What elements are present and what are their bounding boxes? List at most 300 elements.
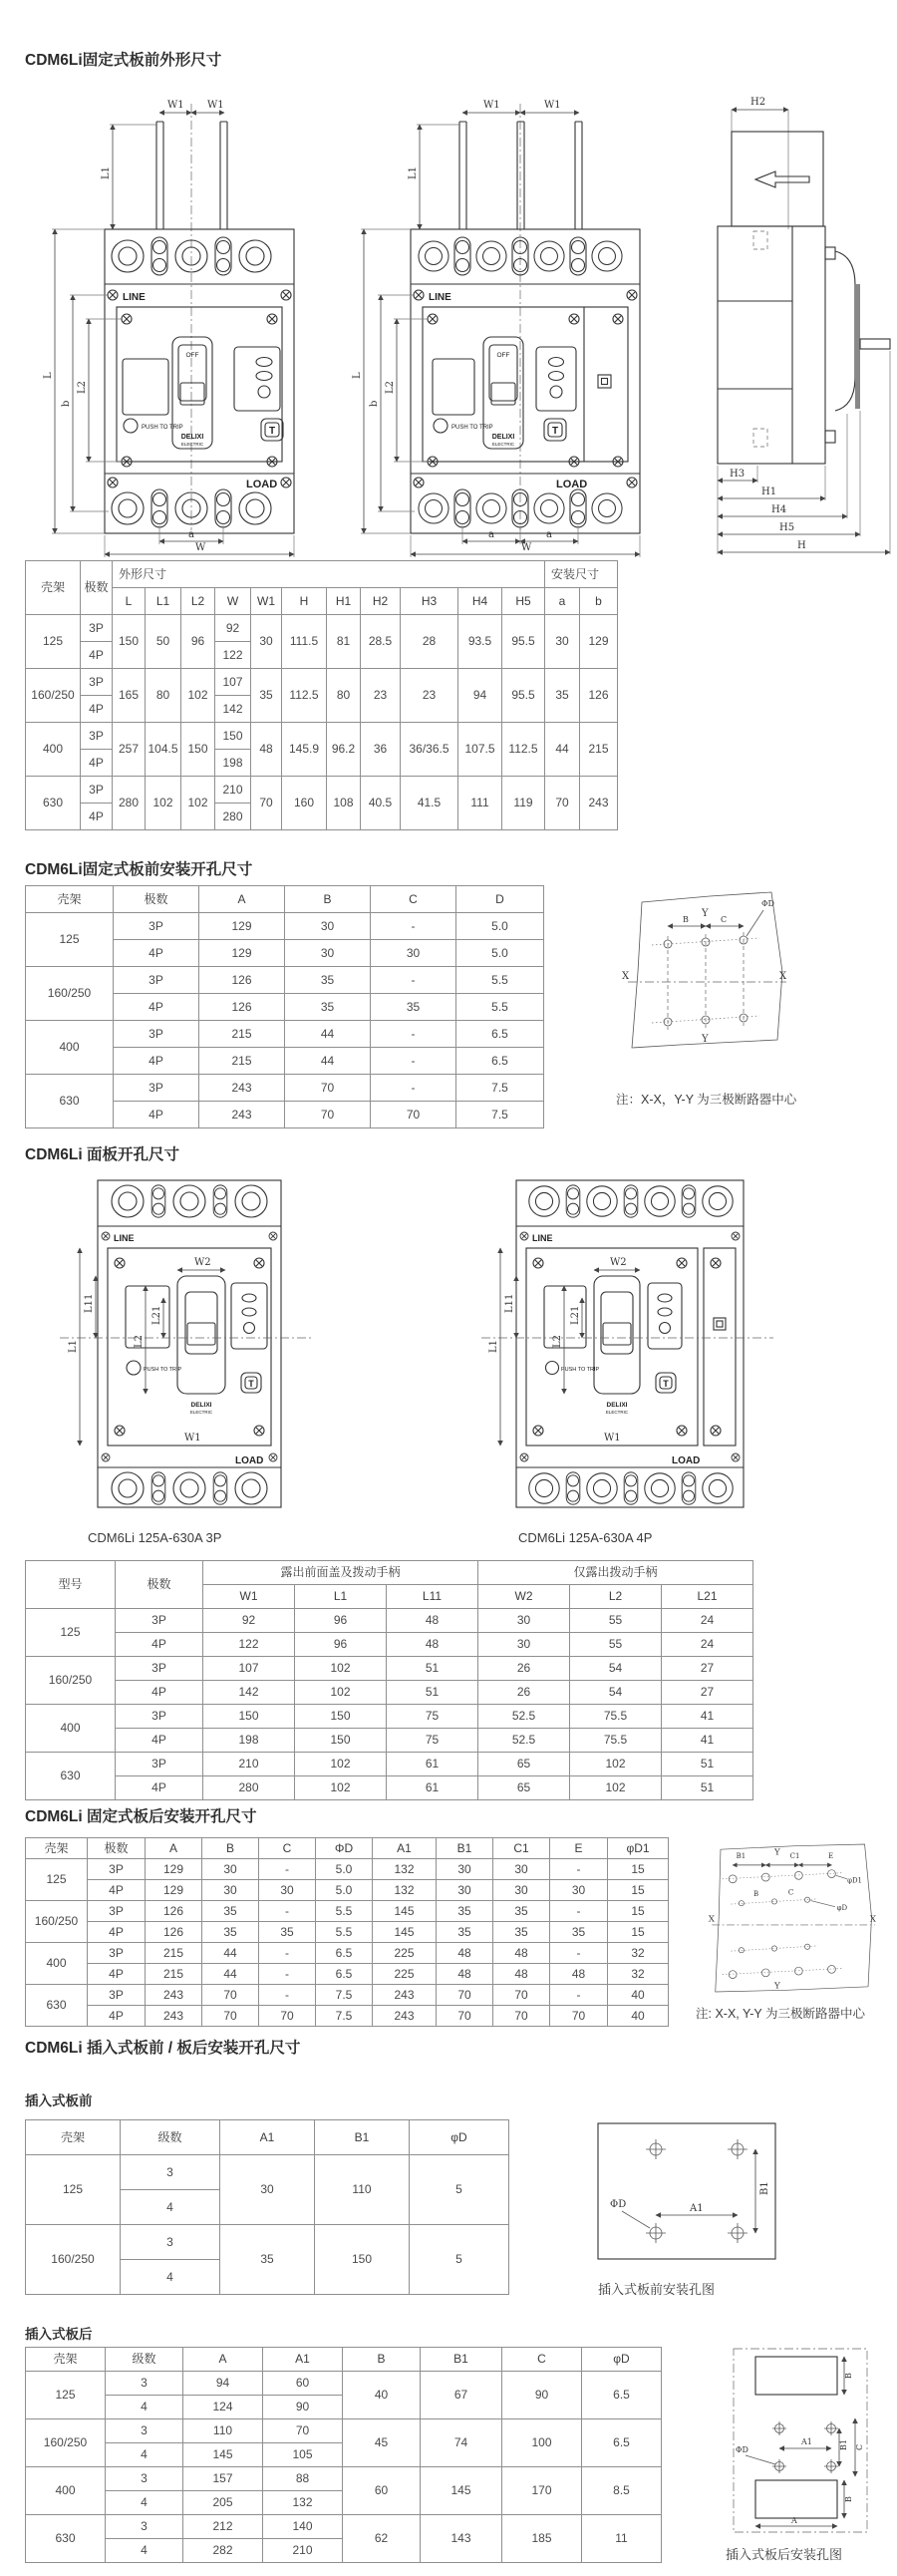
dim-label-b: B <box>844 2373 853 2379</box>
header-cell: φD1 <box>608 1838 669 1859</box>
data-cell: 160/250 <box>26 967 114 1021</box>
front-view-3p-drawing <box>25 80 324 560</box>
data-cell: 212 <box>183 2515 263 2539</box>
data-cell: 125 <box>26 913 114 967</box>
data-table <box>25 2347 662 2563</box>
data-cell: 93.5 <box>458 615 502 669</box>
line-label: LINE <box>429 292 451 303</box>
dim-b1 <box>755 2149 770 2233</box>
section-title-rear-mount-holes: CDM6Li 固定式板后安装开孔尺寸 <box>25 1808 257 1825</box>
data-cell: 243 <box>146 2006 202 2027</box>
data-cell: 30 <box>437 1859 493 1880</box>
dim-label-w1: W1 <box>483 100 500 111</box>
data-cell: 5.5 <box>456 967 544 994</box>
dim-label-h: H <box>797 540 806 551</box>
data-cell: 35 <box>493 1922 550 1943</box>
data-cell: 4P <box>81 804 113 830</box>
data-cell: 126 <box>199 994 285 1021</box>
data-cell: 122 <box>215 642 251 669</box>
leader-phid1 <box>836 1875 847 1878</box>
data-cell: 52.5 <box>478 1705 570 1729</box>
dim-b <box>61 295 109 511</box>
plate-outline <box>598 2123 775 2259</box>
data-cell: 6.5 <box>456 1021 544 1048</box>
data-cell: 3P <box>88 1859 146 1880</box>
leader-phid <box>622 2211 650 2228</box>
data-cell: 4 <box>121 2260 220 2295</box>
data-cell: 3P <box>116 1705 203 1729</box>
data-cell: 44 <box>545 723 580 777</box>
data-cell: 15 <box>608 1859 669 1880</box>
data-cell: 28 <box>401 615 458 669</box>
axis-label-x-left: X <box>622 971 630 982</box>
section-title-outline-dimensions: CDM6Li固定式板前外形尺寸 <box>25 52 222 69</box>
brand-sub-label: ELECTRIC <box>605 1410 629 1415</box>
data-cell: 145 <box>373 1922 437 1943</box>
data-cell: 145 <box>183 2443 263 2467</box>
brand-label: DELIXI <box>190 1402 212 1409</box>
data-cell: 35 <box>371 994 456 1021</box>
data-cell: 95.5 <box>502 615 545 669</box>
header-cell: A1 <box>220 2120 315 2155</box>
dim-b-bottom <box>844 2480 853 2518</box>
header-cell: B <box>343 2348 421 2372</box>
data-cell: 3P <box>116 1609 203 1633</box>
data-cell: 11 <box>582 2515 662 2563</box>
header-cell: H5 <box>502 588 545 615</box>
data-cell: 198 <box>215 750 251 777</box>
data-cell: 122 <box>203 1633 295 1657</box>
data-cell: 94 <box>183 2372 263 2396</box>
data-cell: - <box>550 1943 608 1964</box>
data-table <box>25 885 544 1128</box>
data-cell: 70 <box>550 2006 608 2027</box>
data-cell: 126 <box>146 1901 202 1922</box>
data-cell: 3 <box>121 2225 220 2260</box>
data-cell: 4P <box>88 2006 146 2027</box>
dim-label-l21: L21 <box>151 1305 162 1325</box>
header-cell: A <box>146 1838 202 1859</box>
data-cell: 3P <box>88 1901 146 1922</box>
data-cell: 400 <box>26 2467 106 2515</box>
data-cell: - <box>371 1048 456 1075</box>
data-cell: 150 <box>113 615 146 669</box>
data-cell: 70 <box>493 2006 550 2027</box>
header-cell: a <box>545 588 580 615</box>
data-cell: 4P <box>88 1922 146 1943</box>
data-cell: 3P <box>114 967 199 994</box>
data-cell: 30 <box>259 1880 316 1901</box>
data-cell: 65 <box>478 1776 570 1800</box>
dim-w1-right <box>191 100 224 113</box>
leader-phid <box>811 1901 835 1907</box>
data-cell: 280 <box>113 777 146 830</box>
data-cell: 30 <box>285 940 371 967</box>
data-cell: 6.5 <box>582 2372 662 2419</box>
dim-label-a: A <box>791 2516 797 2525</box>
data-cell: 44 <box>202 1964 259 1985</box>
dim-label-w1: W1 <box>544 100 561 111</box>
data-cell: 75.5 <box>570 1729 662 1753</box>
header-cell: C <box>259 1838 316 1859</box>
side-view-drawing <box>696 80 895 560</box>
dim-label-b1: B1 <box>839 2439 848 2450</box>
data-cell: 3 <box>106 2515 183 2539</box>
data-cell: 61 <box>387 1776 478 1800</box>
data-cell: 30 <box>202 1880 259 1901</box>
subsection-plug-front: 插入式板前 <box>25 2093 93 2108</box>
top-terminals <box>529 1185 733 1217</box>
data-cell: 50 <box>146 615 181 669</box>
push-to-trip-label: PUSH TO TRIP <box>142 425 183 431</box>
dim-l1 <box>408 125 460 229</box>
data-cell: 51 <box>387 1681 478 1705</box>
header-cell: 仅露出拨动手柄 <box>478 1561 753 1585</box>
data-cell: - <box>371 913 456 940</box>
front-view-4p-drawing <box>349 80 653 560</box>
top-dims <box>668 899 774 936</box>
data-cell: 185 <box>502 2515 582 2563</box>
data-cell: 96 <box>295 1633 387 1657</box>
data-cell: 205 <box>183 2491 263 2515</box>
header-cell: W <box>215 588 251 615</box>
data-cell: 160/250 <box>26 669 81 723</box>
breaker-body <box>411 229 640 533</box>
data-cell: 48 <box>387 1609 478 1633</box>
screws <box>414 290 637 487</box>
data-cell: 160/250 <box>26 1657 116 1705</box>
data-cell: 3P <box>116 1657 203 1681</box>
brand-sub-label: ELECTRIC <box>189 1410 213 1415</box>
data-cell: 41.5 <box>401 777 458 830</box>
data-cell: 102 <box>146 777 181 830</box>
brand-label: DELIXI <box>606 1402 628 1409</box>
data-cell: 4P <box>114 1048 199 1075</box>
data-cell: 48 <box>550 1964 608 1985</box>
data-cell: 30 <box>251 615 282 669</box>
data-cell: 52.5 <box>478 1729 570 1753</box>
off-label: OFF <box>496 352 510 359</box>
data-cell: 126 <box>580 669 618 723</box>
dim-w1-left <box>159 100 191 113</box>
data-cell: 4P <box>114 1102 199 1128</box>
dim-label-b: b <box>61 400 72 407</box>
dim-label-phid1: φD1 <box>847 1876 863 1885</box>
data-cell: 27 <box>662 1657 753 1681</box>
header-cell: H <box>282 588 327 615</box>
data-cell: - <box>259 1943 316 1964</box>
dim-label-c1: C1 <box>789 1851 800 1860</box>
dim-label-b1: B1 <box>736 1851 747 1860</box>
data-cell: 132 <box>373 1880 437 1901</box>
data-cell: 630 <box>26 1075 114 1128</box>
data-cell: 4P <box>114 940 199 967</box>
dim-h2 <box>732 97 788 229</box>
data-cell: 4P <box>88 1964 146 1985</box>
data-cell: 80 <box>327 669 361 723</box>
data-cell: 111 <box>458 777 502 830</box>
data-cell: 23 <box>401 669 458 723</box>
axis-label-y-top: Y <box>773 1847 780 1858</box>
data-cell: 400 <box>26 1943 88 1985</box>
load-label: LOAD <box>246 479 278 490</box>
data-cell: 3P <box>114 1021 199 1048</box>
caption-3p: CDM6Li 125A-630A 3P <box>88 1530 222 1545</box>
data-cell: 142 <box>215 696 251 723</box>
data-cell: - <box>550 1985 608 2006</box>
data-cell: 35 <box>259 1922 316 1943</box>
data-cell: 30 <box>437 1880 493 1901</box>
panel-details <box>126 1276 267 1394</box>
data-table <box>25 1560 753 1800</box>
note-rear-mount: 注: X-X, Y-Y 为三极断路器中心 <box>696 2007 865 2021</box>
header-cell: H3 <box>401 588 458 615</box>
data-cell: 102 <box>295 1681 387 1705</box>
plug-front-hole-diagram <box>586 2115 785 2267</box>
data-cell: 92 <box>215 615 251 642</box>
data-cell: 3P <box>81 777 113 804</box>
data-cell: 3P <box>114 1075 199 1102</box>
data-cell: 129 <box>580 615 618 669</box>
data-cell: 150 <box>181 723 215 777</box>
header-cell: 极数 <box>116 1561 203 1609</box>
dim-label-b: B <box>753 1890 759 1899</box>
test-button-label: T <box>551 426 559 437</box>
data-cell: 4P <box>81 642 113 669</box>
data-cell: - <box>259 1964 316 1985</box>
header-cell: C <box>371 886 456 913</box>
data-cell: 40.5 <box>361 777 401 830</box>
dim-label-b: B <box>683 915 689 924</box>
header-cell: L21 <box>662 1585 753 1609</box>
data-cell: 215 <box>199 1021 285 1048</box>
data-cell: 107 <box>203 1657 295 1681</box>
data-cell: 44 <box>285 1021 371 1048</box>
data-cell: 3 <box>106 2419 183 2443</box>
dim-label-l2: L2 <box>385 380 396 394</box>
dim-label-b1: B1 <box>759 2181 770 2195</box>
data-cell: 3 <box>106 2372 183 2396</box>
dim-label-w1: W1 <box>207 100 224 111</box>
data-cell: 143 <box>421 2515 502 2563</box>
data-cell: - <box>259 1859 316 1880</box>
dim-label-l2: L2 <box>552 1334 563 1348</box>
data-cell: 150 <box>215 723 251 750</box>
dim-label-c: C <box>855 2443 864 2450</box>
data-cell: 70 <box>545 777 580 830</box>
dim-label-l2: L2 <box>77 380 88 394</box>
data-cell: 70 <box>493 1985 550 2006</box>
data-cell: 129 <box>199 940 285 967</box>
dim-label-w: W <box>195 542 206 553</box>
data-cell: 280 <box>215 804 251 830</box>
dim-label-w1: W1 <box>167 100 184 111</box>
data-cell: 96.2 <box>327 723 361 777</box>
top-terminals <box>112 1185 267 1217</box>
data-cell: 96 <box>181 615 215 669</box>
header-cell: W1 <box>203 1585 295 1609</box>
dim-label-a1: A1 <box>801 2437 812 2446</box>
data-cell: 198 <box>203 1729 295 1753</box>
data-cell: 6.5 <box>316 1943 373 1964</box>
data-cell: 157 <box>183 2467 263 2491</box>
dim-label-w1: W1 <box>184 1433 201 1444</box>
data-cell: - <box>371 967 456 994</box>
data-cell: 112.5 <box>502 723 545 777</box>
dim-label-w1: W1 <box>604 1433 621 1444</box>
panel-details <box>544 1276 726 1394</box>
data-cell: 104.5 <box>146 723 181 777</box>
data-cell: 4 <box>121 2190 220 2225</box>
data-cell: 210 <box>203 1753 295 1776</box>
data-cell: 48 <box>493 1964 550 1985</box>
data-cell: 35 <box>220 2225 315 2295</box>
data-cell: 215 <box>580 723 618 777</box>
construction-lines <box>628 932 786 1030</box>
data-cell: 165 <box>113 669 146 723</box>
data-cell: 35 <box>545 669 580 723</box>
data-cell: 48 <box>437 1943 493 1964</box>
plug-front-table <box>25 2119 509 2295</box>
data-cell: 225 <box>373 1964 437 1985</box>
header-cell: 露出前面盖及拨动手柄 <box>203 1561 478 1585</box>
holes <box>772 2421 838 2473</box>
data-cell: 215 <box>146 1943 202 1964</box>
header-cell: φD <box>582 2348 662 2372</box>
data-cell: 35 <box>550 1922 608 1943</box>
data-cell: 630 <box>26 1985 88 2027</box>
data-cell: 74 <box>421 2419 502 2467</box>
data-cell: 81 <box>327 615 361 669</box>
bottom-terminals <box>529 1472 733 1504</box>
data-cell: 44 <box>285 1048 371 1075</box>
dim-label-a1: A1 <box>690 2203 704 2214</box>
busbars <box>156 122 227 229</box>
data-cell: 3P <box>88 1985 146 2006</box>
data-cell: 35 <box>437 1922 493 1943</box>
panel-cutout-table <box>25 1560 753 1800</box>
data-cell: 32 <box>608 1943 669 1964</box>
data-cell: 48 <box>437 1964 493 1985</box>
data-cell: 102 <box>295 1776 387 1800</box>
data-cell: 30 <box>220 2155 315 2225</box>
header-cell: D <box>456 886 544 913</box>
dim-label-l: L <box>43 372 54 379</box>
data-cell: 4P <box>81 750 113 777</box>
data-cell: 630 <box>26 777 81 830</box>
data-cell: 27 <box>662 1681 753 1705</box>
data-cell: 36 <box>361 723 401 777</box>
data-cell: 61 <box>387 1753 478 1776</box>
header-cell: L11 <box>387 1585 478 1609</box>
data-cell: 4P <box>116 1681 203 1705</box>
data-cell: 30 <box>493 1859 550 1880</box>
data-cell: 125 <box>26 2155 121 2225</box>
axis-label-x-right: X <box>779 971 787 982</box>
dim-label-a: a <box>488 529 494 540</box>
dim-label-l1: L1 <box>101 165 112 179</box>
dim-a1 <box>779 2437 831 2448</box>
header-cell: B1 <box>437 1838 493 1859</box>
brand-label: DELIXI <box>491 434 515 441</box>
header-cell: B1 <box>315 2120 410 2155</box>
data-cell: 67 <box>421 2372 502 2419</box>
data-cell: 48 <box>387 1633 478 1657</box>
data-cell: - <box>550 1859 608 1880</box>
dim-l2 <box>385 319 429 462</box>
data-cell: 4 <box>106 2539 183 2563</box>
dim-w1-left <box>462 100 520 113</box>
data-cell: 35 <box>202 1901 259 1922</box>
data-cell: 132 <box>373 1859 437 1880</box>
data-cell: 24 <box>662 1633 753 1657</box>
dims <box>481 1248 773 1446</box>
top-labels <box>733 1847 833 1864</box>
data-cell: 70 <box>251 777 282 830</box>
dim-label-phid: ΦD <box>761 899 774 908</box>
data-cell: 7.5 <box>316 2006 373 2027</box>
data-cell: 8.5 <box>582 2467 662 2515</box>
header-cell: 外形尺寸 <box>113 561 545 588</box>
data-cell: 24 <box>662 1609 753 1633</box>
axis-label-x-left: X <box>708 1914 715 1925</box>
data-cell: 126 <box>199 967 285 994</box>
header-cell: 级数 <box>106 2348 183 2372</box>
load-label: LOAD <box>235 1455 264 1466</box>
data-cell: 35 <box>202 1922 259 1943</box>
data-cell: 160/250 <box>26 1901 88 1943</box>
data-cell: 630 <box>26 2515 106 2563</box>
bottom-terminals <box>112 1472 267 1504</box>
dim-label-phid: ΦD <box>610 2199 627 2210</box>
header-cell: B1 <box>421 2348 502 2372</box>
front-mount-holes-table <box>25 885 544 1128</box>
data-cell: 55 <box>570 1609 662 1633</box>
data-cell: 280 <box>203 1776 295 1800</box>
data-cell: 400 <box>26 1021 114 1075</box>
dim-l <box>43 229 105 533</box>
screws <box>108 290 291 487</box>
axis-label-y-bottom: Y <box>702 1034 709 1045</box>
header-cell: 极数 <box>88 1838 146 1859</box>
data-cell: 15 <box>608 1901 669 1922</box>
data-cell: 243 <box>146 1985 202 2006</box>
data-cell: 35 <box>251 669 282 723</box>
caption-plug-rear: 插入式板后安装孔图 <box>726 2547 843 2562</box>
dim-label-l1: L1 <box>408 165 419 179</box>
dim-label-l2: L2 <box>134 1334 145 1348</box>
data-cell: 70 <box>202 1985 259 2006</box>
data-cell: 40 <box>343 2372 421 2419</box>
header-cell: A <box>199 886 285 913</box>
data-cell: 129 <box>199 913 285 940</box>
push-to-trip-label: PUSH TO TRIP <box>561 1367 600 1373</box>
data-cell: 210 <box>263 2539 343 2563</box>
outline-dimensions-table <box>25 560 618 830</box>
data-cell: 3P <box>81 615 113 642</box>
data-cell: 40 <box>608 2006 669 2027</box>
header-cell: 壳架 <box>26 2120 121 2155</box>
data-cell: 4P <box>116 1633 203 1657</box>
data-cell: 145 <box>373 1901 437 1922</box>
data-cell: 102 <box>181 669 215 723</box>
rear-mount-hole-diagram <box>696 1837 893 1999</box>
data-cell: 111.5 <box>282 615 327 669</box>
data-cell: 88 <box>263 2467 343 2491</box>
data-cell: 160/250 <box>26 2225 121 2295</box>
data-cell: 4P <box>116 1776 203 1800</box>
header-cell: 壳架 <box>26 2348 106 2372</box>
